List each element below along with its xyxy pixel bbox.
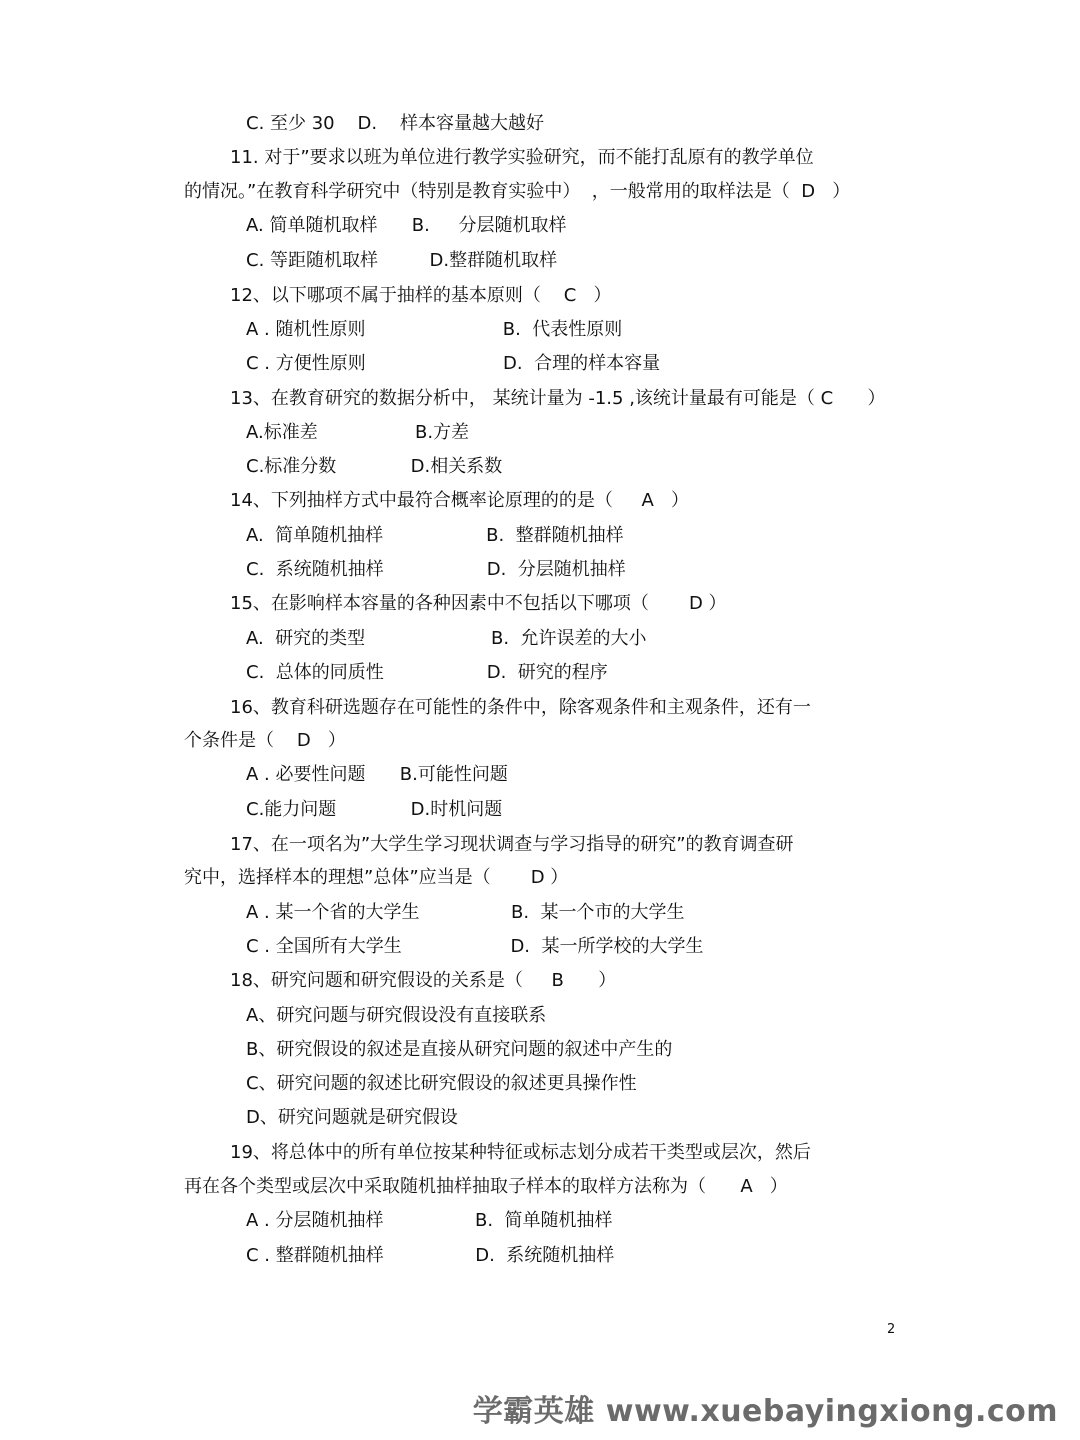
text-line: 再在各个类型或层次中采取随机抽样抽取子样本的取样方法称为（ A ） <box>184 1176 788 1197</box>
text-line: C. 至少 30 D. 样本容量越大越好 <box>246 113 544 134</box>
text-line: C . 方便性原则 D. 合理的样本容量 <box>246 353 661 374</box>
text-line: 19、将总体中的所有单位按某种特征或标志划分成若干类型或层次，然后 <box>230 1142 811 1163</box>
text-line: 17、在一项名为”大学生学习现状调查与学习指导的研究”的教育调查研 <box>230 834 794 855</box>
text-line: 个条件是（ D ） <box>184 730 346 751</box>
text-line: C、研究问题的叙述比研究假设的叙述更具操作性 <box>246 1073 637 1094</box>
text-line: C . 全国所有大学生 D. 某一所学校的大学生 <box>246 936 704 957</box>
text-line: C. 总体的同质性 D. 研究的程序 <box>246 662 608 683</box>
text-line: D、研究问题就是研究假设 <box>246 1107 458 1128</box>
text-line: 13、在教育研究的数据分析中， 某统计量为 -1.5 ,该统计量最有可能是（ C ） <box>230 388 886 409</box>
page-number: 2 <box>887 1322 896 1337</box>
text-line: A. 简单随机取样 B. 分层随机取样 <box>246 215 567 236</box>
text-line: 16、教育科研选题存在可能性的条件中，除客观条件和主观条件，还有一 <box>230 697 811 718</box>
text-line: A. 研究的类型 B. 允许误差的大小 <box>246 628 647 649</box>
text-line: C. 等距随机取样 D.整群随机取样 <box>246 250 558 271</box>
text-line: 的情况。”在教育科学研究中（特别是教育实验中） ，一般常用的取样法是（ D ） <box>184 181 851 202</box>
text-line: C. 系统随机抽样 D. 分层随机抽样 <box>246 559 626 580</box>
text-line: A.标准差 B.方差 <box>246 422 470 443</box>
text-line: C . 整群随机抽样 D. 系统随机抽样 <box>246 1245 615 1266</box>
text-line: A. 简单随机抽样 B. 整群随机抽样 <box>246 525 624 546</box>
text-line: A . 分层随机抽样 B. 简单随机抽样 <box>246 1210 613 1231</box>
text-line: C.标准分数 D.相关系数 <box>246 456 503 477</box>
text-line: 14、下列抽样方式中最符合概率论原理的的是（ A ） <box>230 490 689 511</box>
text-line: A . 必要性问题 B.可能性问题 <box>246 764 508 785</box>
text-line: A、研究问题与研究假设没有直接联系 <box>246 1005 547 1026</box>
text-line: A . 某一个省的大学生 B. 某一个市的大学生 <box>246 902 685 923</box>
text-line: A . 随机性原则 B. 代表性原则 <box>246 319 623 340</box>
watermark-text: 学霸英雄 www.xuebayingxiong.com <box>472 1394 1058 1429</box>
text-line: B、研究假设的叙述是直接从研究问题的叙述中产生的 <box>246 1039 673 1060</box>
text-line: 11. 对于”要求以班为单位进行教学实验研究，而不能打乱原有的教学单位 <box>230 147 814 168</box>
text-line: 12、以下哪项不属于抽样的基本原则（ C ） <box>230 285 612 306</box>
text-line: 究中，选择样本的理想”总体”应当是（ D ） <box>184 867 569 888</box>
text-line: 15、在影响样本容量的各种因素中不包括以下哪项（ D ） <box>230 593 727 614</box>
text-line: 18、研究问题和研究假设的关系是（ B ） <box>230 970 617 991</box>
text-line: C.能力问题 D.时机问题 <box>246 799 503 820</box>
